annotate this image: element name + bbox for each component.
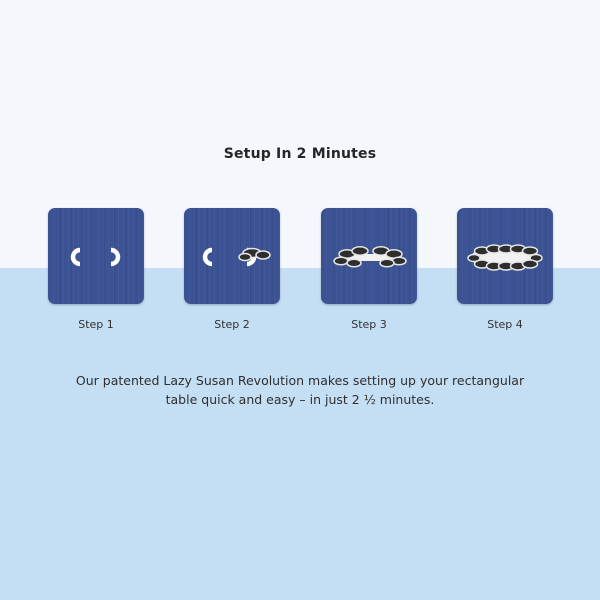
ring-sections-with-plates-icon [321,208,417,304]
setup-steps [0,208,600,338]
full-ring-with-plates-icon [457,208,553,304]
two-half-ring-pieces-icon [48,208,144,304]
step-1-label: Step 1 [78,318,114,331]
step-2-image [184,208,280,304]
step-3-image [321,208,417,304]
setup-description [60,371,540,409]
step-4-label: Step 4 [487,318,523,331]
step-2-label: Step 2 [214,318,250,331]
half-rings-with-plates-icon [184,208,280,304]
step-1 [48,208,144,338]
step-4 [457,208,553,338]
step-1-image [48,208,144,304]
page-title: Setup In 2 Minutes [223,146,377,162]
step-2 [184,208,280,338]
description-line-2: table quick and easy – in just 2 ½ minutes. [165,392,435,407]
step-3-label: Step 3 [351,318,387,331]
step-3 [321,208,417,338]
step-4-image [457,208,553,304]
description-line-1: Our patented Lazy Susan Revolution makes setting up your rectangular [75,373,525,388]
